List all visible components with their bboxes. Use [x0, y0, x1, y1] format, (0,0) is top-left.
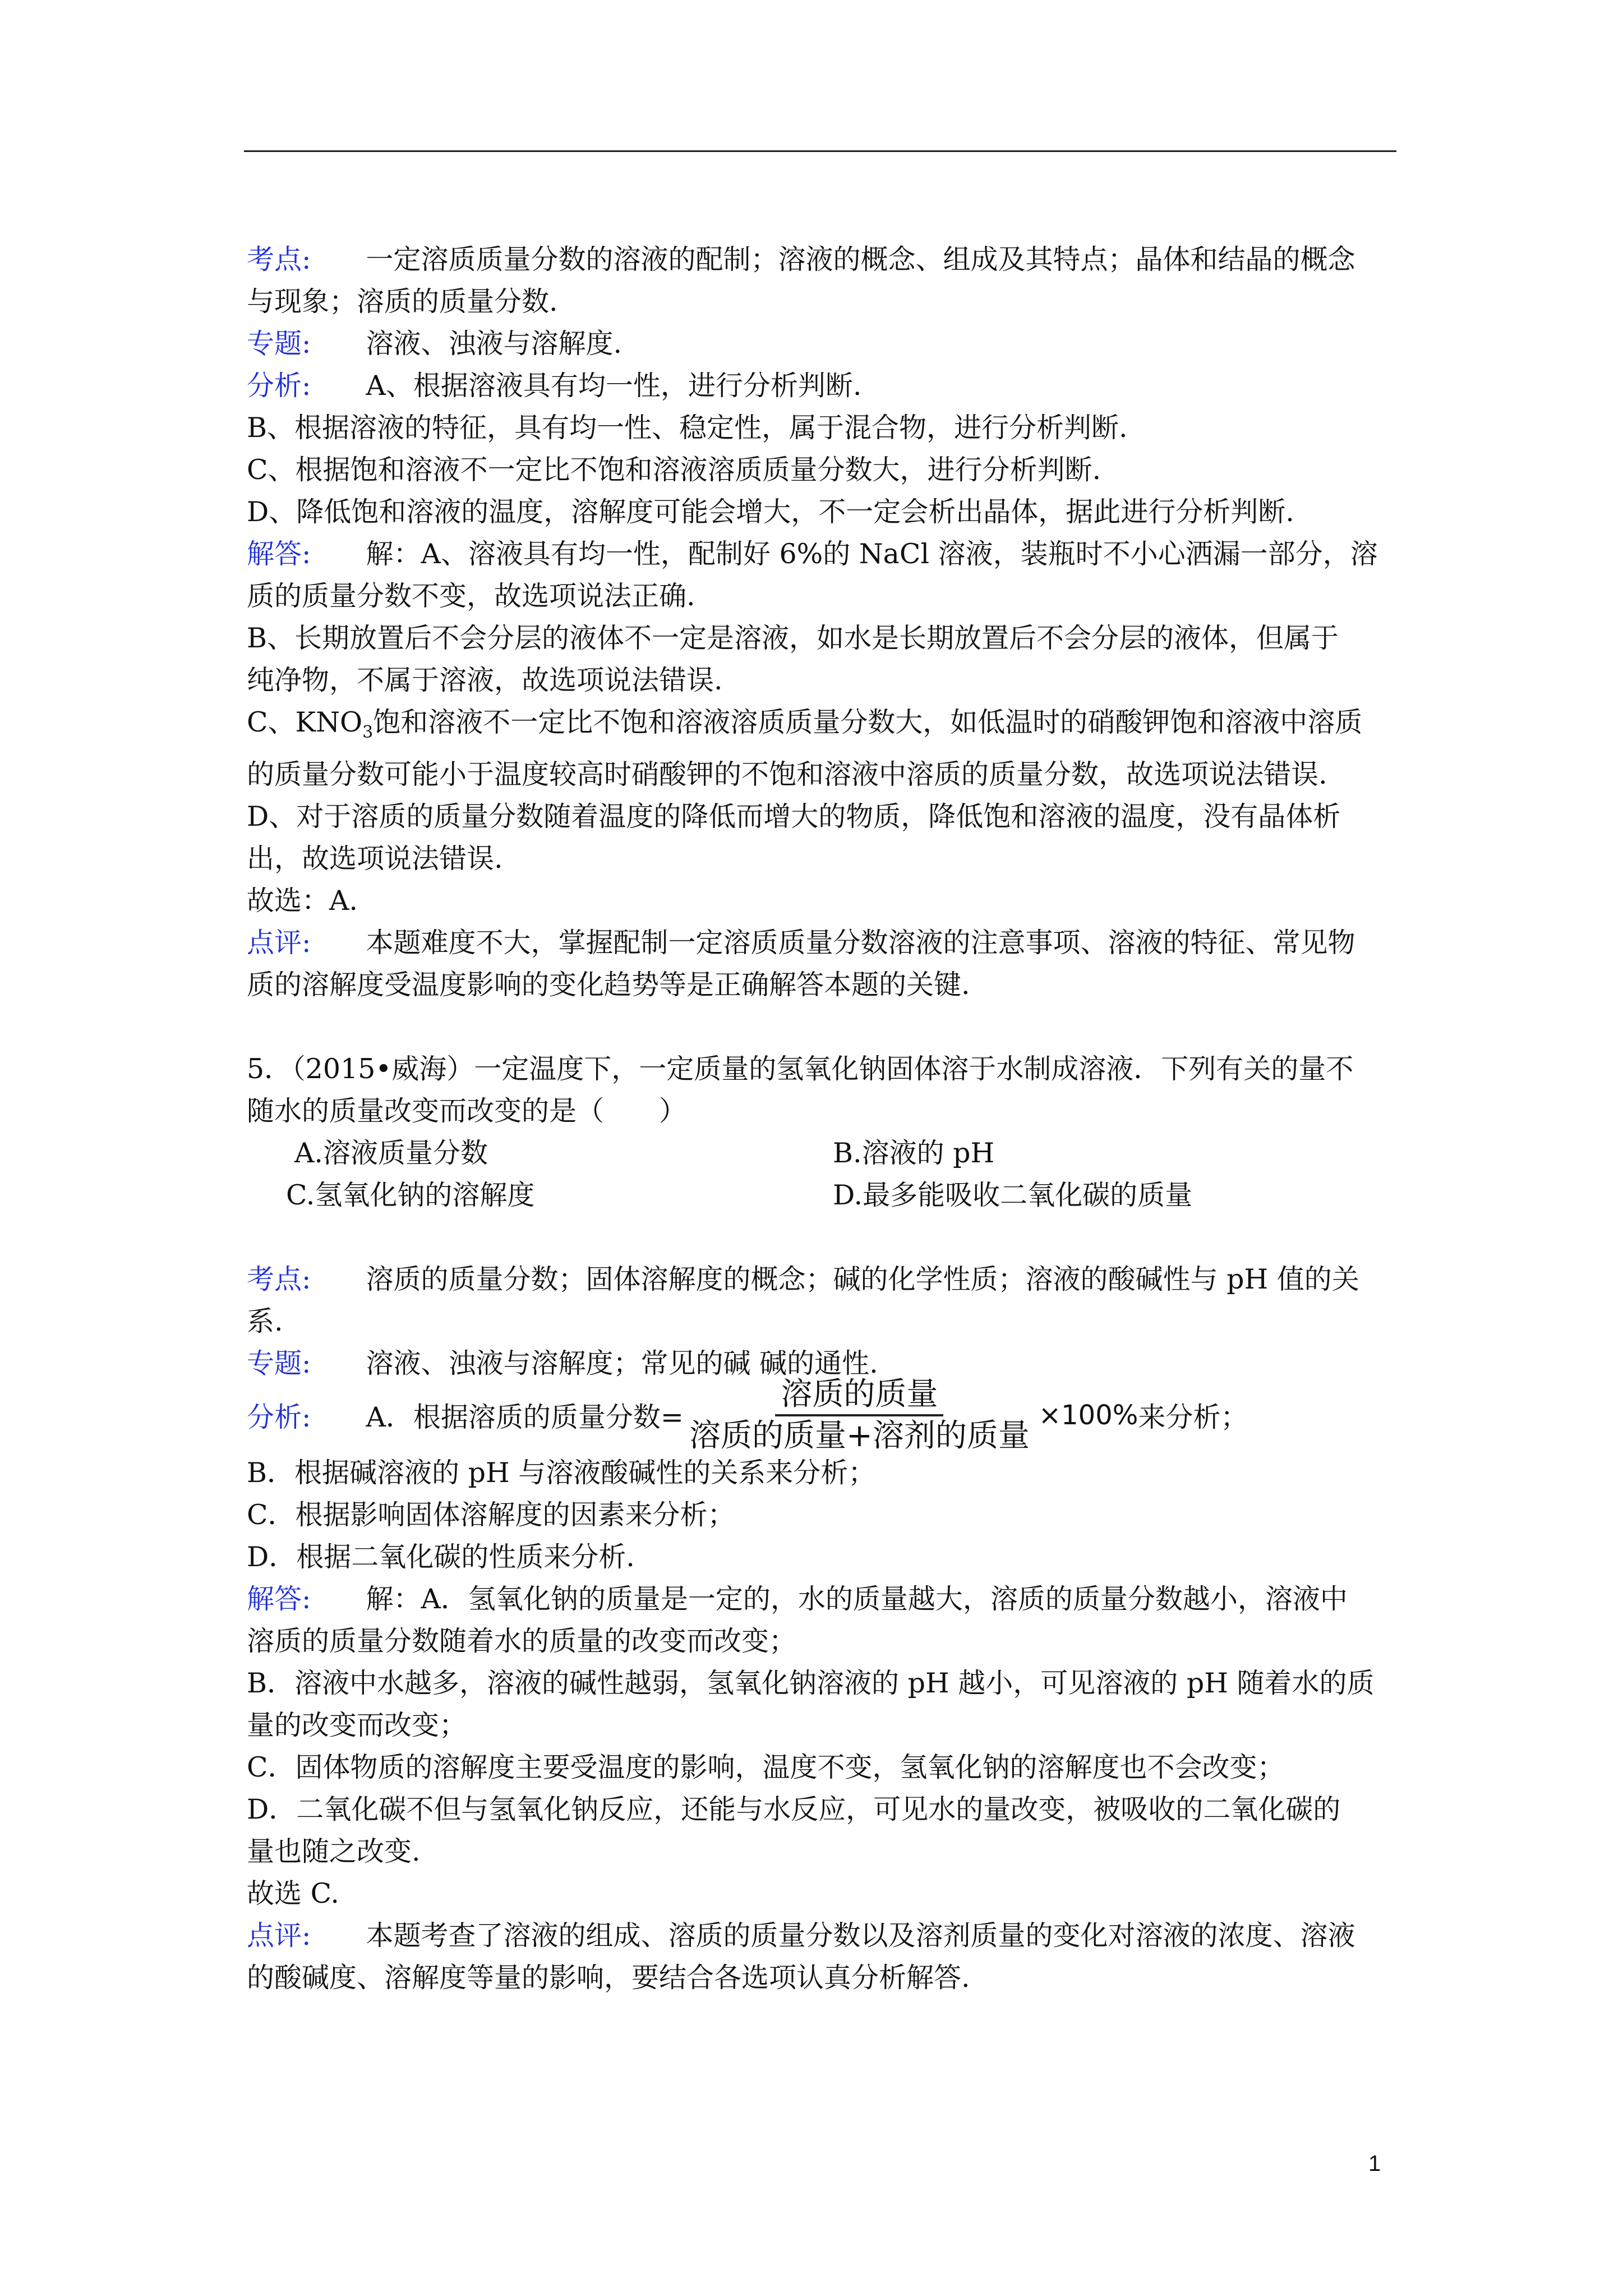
- q5-stem: 5．（2015•威海）一定温度下，一定质量的氢氧化钠固体溶于水制成溶液．下列有关的量不: [247, 1052, 1354, 1085]
- jieda-label: 解答:: [247, 1582, 311, 1615]
- kaodian-label: 考点:: [247, 243, 311, 275]
- q5-kaodian: 考点: 溶质的质量分数；固体溶解度的概念；碱的化学性质；溶液的酸碱性与 pH 值的关: [247, 1263, 1359, 1295]
- q4-fenxi-d: D、降低饱和溶液的温度，溶解度可能会增大，不一定会析出晶体，据此进行分析判断.: [247, 496, 1294, 528]
- q5-stem-cont: 随水的质量改变而改变的是（ ）: [247, 1094, 687, 1127]
- document-body: [247, 238, 1396, 1999]
- q4-kaodian: 考点: 一定溶质质量分数的溶液的配制；溶液的概念、组成及其特点；晶体和结晶的概念: [247, 243, 1355, 275]
- formula-denominator: 溶质的质量+溶剂的质量: [689, 1417, 1030, 1454]
- q5-answer: 故选 C.: [247, 1877, 339, 1910]
- page-number: 1: [1368, 2151, 1381, 2176]
- q4-fenxi-b: B、根据溶液的特征，具有均一性、稳定性，属于混合物，进行分析判断.: [247, 412, 1128, 444]
- q4-jieda-7: 出，故选项说法错误.: [247, 842, 503, 875]
- q4-dianping: 点评: 本题难度不大，掌握配制一定溶质质量分数溶液的注意事项、溶液的特征、常见物: [247, 926, 1355, 959]
- q4-jieda-3: 纯净物，不属于溶液，故选项说法错误.: [247, 664, 723, 696]
- q4-jieda-2: B、长期放置后不会分层的液体不一定是溶液，如水是长期放置后不会分层的液体，但属于: [247, 622, 1339, 654]
- q4-jieda-5: 的质量分数可能小于温度较高时硝酸钾的不饱和溶液中溶质的质量分数，故选项说法错误.: [247, 758, 1327, 790]
- formula-numerator: 溶质的质量: [775, 1376, 943, 1416]
- option-a: A.溶液质量分数: [294, 1137, 488, 1169]
- q4-kaodian-cont: 与现象；溶质的质量分数.: [247, 286, 558, 318]
- dianping-label: 点评:: [247, 1919, 311, 1952]
- kaodian-label: 考点:: [247, 1263, 311, 1295]
- fenxi-label: 分析:: [247, 370, 311, 402]
- q5-options: [286, 1132, 1396, 1216]
- mass-fraction-formula: [684, 1376, 1035, 1455]
- option-c: C.氢氧化钠的溶解度: [286, 1179, 535, 1211]
- q5-kaodian-cont: 系.: [247, 1305, 283, 1337]
- q5-fenxi-c: C．根据影响固体溶解度的因素来分析；: [247, 1498, 735, 1531]
- q4-jieda-1: 质的质量分数不变，故选项说法正确.: [247, 580, 695, 612]
- option-b: B.溶液的 pH: [833, 1137, 995, 1169]
- q5-jieda: 解答: 解：A．氢氧化钠的质量是一定的，水的质量越大，溶质的质量分数越小，溶液中: [247, 1582, 1348, 1615]
- header-rule: [244, 150, 1396, 152]
- fenxi-label: 分析:: [247, 1401, 311, 1433]
- q5-fenxi-formula: 分析: A．根据溶质的质量分数= $\frac{\text{溶质的质量}}{\text{溶质的质量+溶剂的质量}}$ ×100% 来分析；: [247, 1375, 1248, 1454]
- q4-dianping-cont: 质的溶解度受温度影响的变化趋势等是正确解答本题的关键.: [247, 968, 970, 1001]
- q5-jieda-1: 溶质的质量分数随着水的质量的改变而改变；: [247, 1625, 797, 1657]
- q4-jieda-4: C、$KNO_3$饱和溶液不一定比不饱和溶液溶质质量分数大，如低温时的硝酸钾饱和溶液中溶质: [247, 706, 1363, 742]
- dianping-label: 点评:: [247, 926, 311, 959]
- option-d: D.最多能吸收二氧化碳的质量: [833, 1179, 1193, 1211]
- q4-zhuanti: 专题: 溶液、浊液与溶解度.: [247, 328, 623, 360]
- q4-jieda-6: D、对于溶质的质量分数随着温度的降低而增大的物质，降低饱和溶液的温度，没有晶体析: [247, 800, 1341, 832]
- q5-jieda-3: 量的改变而改变；: [247, 1709, 467, 1741]
- q5-dianping-cont: 的酸碱度、溶解度等量的影响，要结合各选项认真分析解答.: [247, 1961, 970, 1994]
- formula-percent: ×100%: [1038, 1399, 1138, 1431]
- q4-answer: 故选：A.: [247, 884, 358, 917]
- q4-fenxi: 分析: A、根据溶液具有均一性，进行分析判断.: [247, 370, 862, 402]
- q4-jieda: 解答: 解：A、溶液具有均一性，配制好 6%的 NaCl 溶液，装瓶时不小心洒漏一部分，溶: [247, 538, 1378, 570]
- jieda-label: 解答:: [247, 538, 311, 570]
- q5-fenxi-b: B．根据碱溶液的 pH 与溶液酸碱性的关系来分析；: [247, 1456, 876, 1489]
- q5-jieda-5: D．二氧化碳不但与氢氧化钠反应，还能与水反应，可见水的量改变，被吸收的二氧化碳的: [247, 1793, 1341, 1825]
- zhuanti-label: 专题:: [247, 1347, 311, 1379]
- q5-fenxi-d: D．根据二氧化碳的性质来分析.: [247, 1540, 635, 1573]
- q5-zhuanti: 专题: 溶液、浊液与溶解度；常见的碱 碱的通性.: [247, 1347, 878, 1379]
- q4-fenxi-c: C、根据饱和溶液不一定比不饱和溶液溶质质量分数大，进行分析判断.: [247, 454, 1101, 486]
- q5-jieda-2: B．溶液中水越多，溶液的碱性越弱，氢氧化钠溶液的 pH 越小，可见溶液的 pH 随着水的质: [247, 1667, 1375, 1699]
- q5-jieda-4: C．固体物质的溶解度主要受温度的影响，温度不变，氢氧化钠的溶解度也不会改变；: [247, 1751, 1285, 1783]
- q5-dianping: 点评: 本题考查了溶液的组成、溶质的质量分数以及溶剂质量的变化对溶液的浓度、溶液: [247, 1919, 1355, 1952]
- zhuanti-label: 专题:: [247, 328, 311, 360]
- q5-jieda-6: 量也随之改变.: [247, 1835, 421, 1867]
